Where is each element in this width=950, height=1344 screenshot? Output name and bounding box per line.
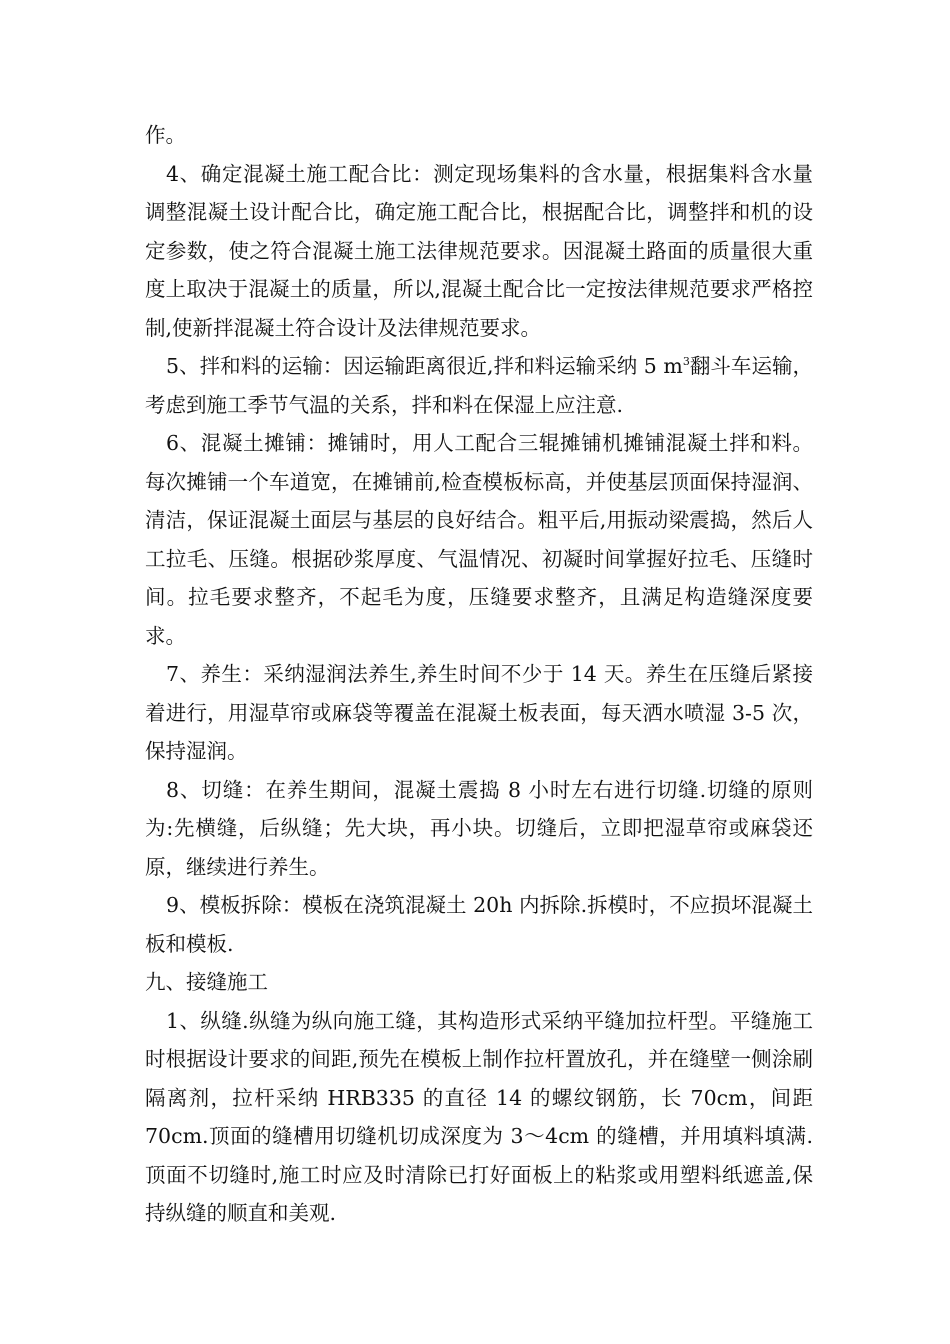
paragraph-paving: 6、混凝土摊铺：摊铺时，用人工配合三辊摊铺机摊铺混凝土拌和料。每次摊铺一个车道宽，在摊铺前,检查模板标高，并使基层顶面保持湿润、清洁，保证混凝土面层与基层的良好结合。粗平后,用振动梁震捣，然后人工拉毛、压缝。根据砂浆厚度、气温情况、初凝时间掌握好拉毛、压缝时间。拉毛要求整齐，不起毛为度，压缝要求整齐，且满足构造缝深度要求。 [145,431,813,648]
paragraph-continuation: 作。 [145,123,186,147]
paragraph-curing: 7、养生：采纳湿润法养生,养生时间不少于 14 天。养生在压缝后紧接着进行，用湿草帘或麻袋等覆盖在混凝土板表面，每天洒水喷湿 3-5 次，保持湿润。 [145,662,813,763]
paragraph-transport [145,347,813,424]
paragraph-transport-text-after: 翻斗车运输，考虑到施工季节气温的关系，拌和料在保湿上应注意. [145,354,814,417]
paragraph-formwork-removal: 9、模板拆除：模板在浇筑混凝土 20h 内拆除.拆模时，不应损坏混凝土板和模板. [145,893,813,956]
section-heading-joints: 九、接缝施工 [145,970,268,994]
paragraph-transport-text-before: 5、拌和料的运输：因运输距离很近,拌和料运输采纳 5 m [166,354,683,378]
paragraph-longitudinal-joint: 1、纵缝.纵缝为纵向施工缝，其构造形式采纳平缝加拉杆型。平缝施工时根据设计要求的间距,预先在模板上制作拉杆置放孔，并在缝壁一侧涂刷隔离剂，拉杆采纳 HRB335 的直径 14 的螺纹钢筋，长 70cm，间距 70cm.顶面的缝槽用切缝机切成深度为 3～4cm 的缝槽，并用填料填满.顶面不切缝时,施工时应及时清除已打好面板上的粘浆或用塑料纸遮盖,保持纵缝的顺直和美观. [145,1008,813,1225]
paragraph-mix-ratio: 4、确定混凝土施工配合比：测定现场集料的含水量，根据集料含水量调整混凝土设计配合比，确定施工配合比，根据配合比，调整拌和机的设定参数，使之符合混凝土施工法律规范要求。因混凝土路面的质量很大重度上取决于混凝土的质量，所以,混凝土配合比一定按法律规范要求严格控制,使新拌混凝土符合设计及法律规范要求。 [145,161,813,340]
document-body [145,116,813,1233]
paragraph-cutting: 8、切缝：在养生期间，混凝土震捣 8 小时左右进行切缝.切缝的原则为:先横缝，后纵缝；先大块，再小块。切缝后，立即把湿草帘或麻袋还原，继续进行养生。 [145,777,813,879]
cubic-superscript: 3 [682,355,690,369]
